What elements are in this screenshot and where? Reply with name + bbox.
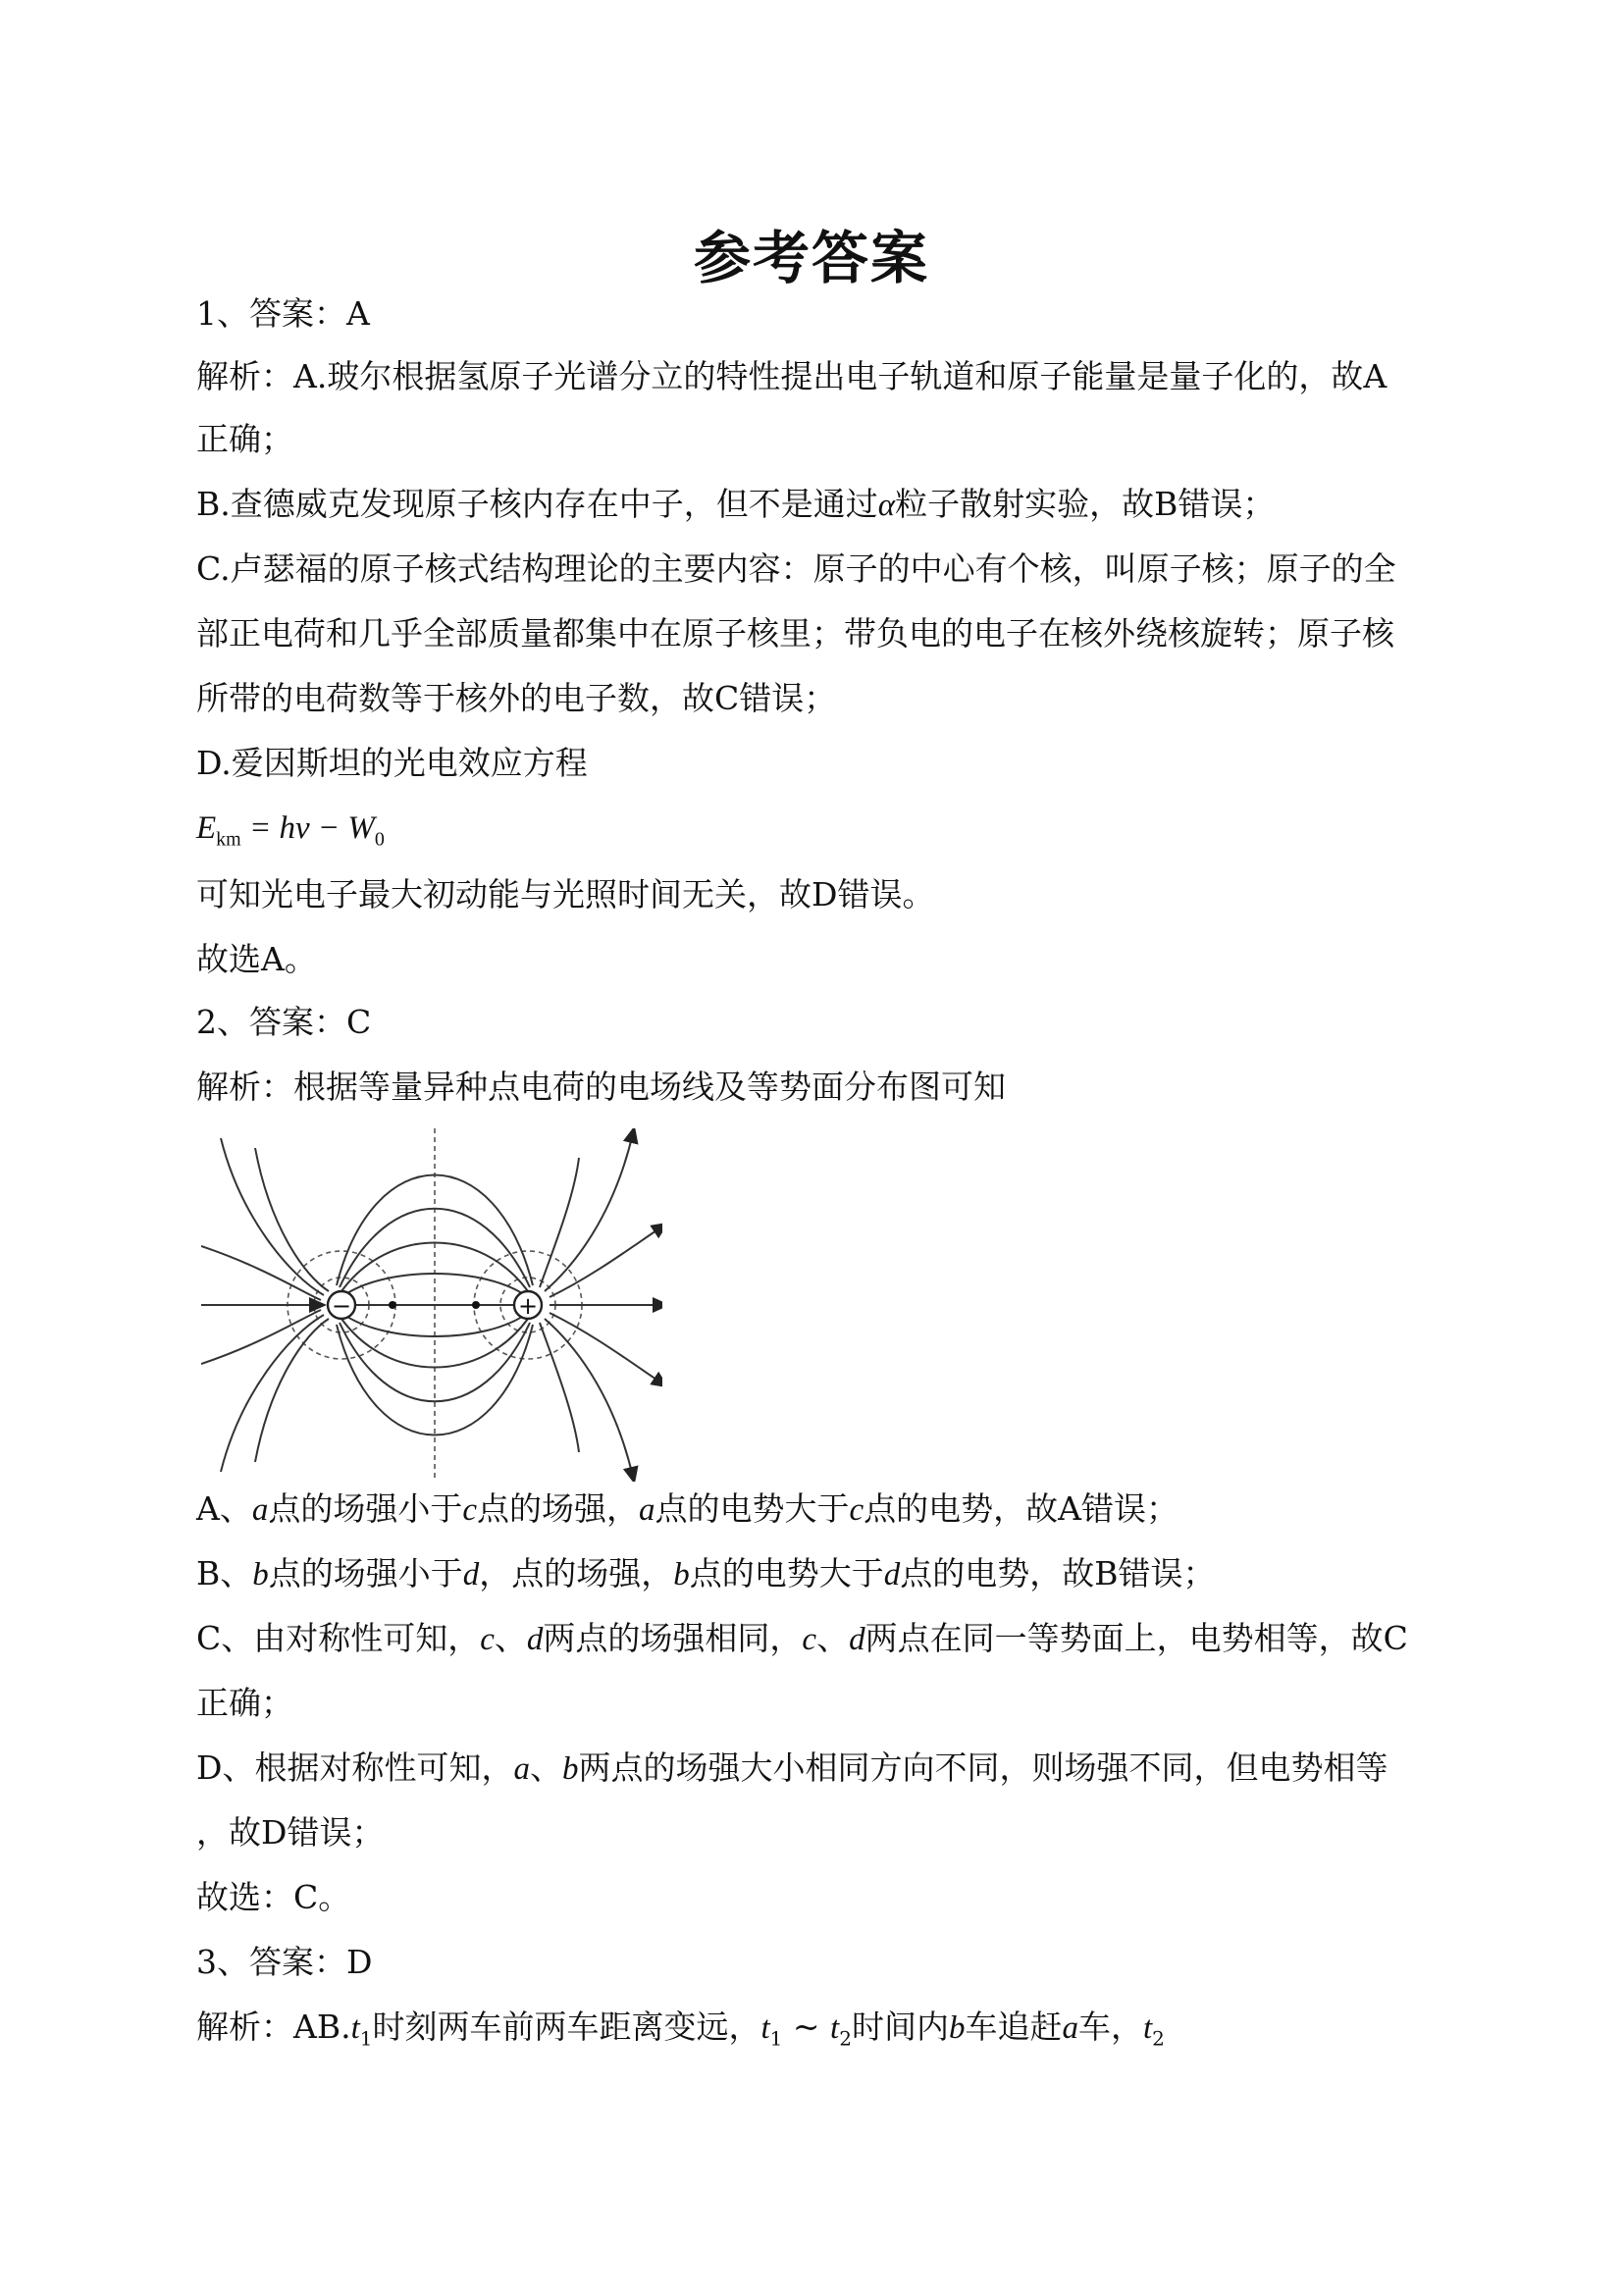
point-marker <box>389 1301 396 1309</box>
q2-option-c-cont: 正确； <box>196 1684 293 1722</box>
positive-charge-sign: + <box>517 1292 539 1320</box>
q1-analysis-line-1: 解析：A.玻尔根据氢原子光谱分立的特性提出电子轨道和原子能量是量子化的，故A <box>196 357 1387 395</box>
q3-analysis-line-1: 解析：$AB.t_1$时刻两车前两车距离变远，$t_1$ ~ $t_2$时间内b车追赶a车，$t_2$ <box>196 2008 1165 2051</box>
q1-selection: 故选A。 <box>196 940 317 978</box>
q1-analysis-line-7: D.爱因斯坦的光电效应方程 <box>196 744 588 782</box>
q1-analysis-line-8: 可知光电子最大初动能与光照时间无关，故D错误。 <box>196 875 935 913</box>
q2-option-d-cont: ，故D错误； <box>196 1813 385 1852</box>
q2-option-c: C、由对称性可知，c、d两点的场强相同，c、d两点在同一等势面上，电势相等，故C <box>196 1619 1408 1657</box>
page-title: 参考答案 <box>693 225 929 291</box>
negative-charge-sign: − <box>331 1292 352 1320</box>
q2-option-b: B、b点的场强小于d，点的场强，b点的电势大于d点的电势，故B错误； <box>196 1554 1216 1592</box>
q1-analysis-line-2: 正确； <box>196 420 293 458</box>
photoelectric-equation: $E_{km} = h\nu - W_0$ <box>196 810 385 851</box>
q1-analysis-line-5: 部正电荷和几乎全部质量都集中在原子核里；带负电的电子在核外绕核旋转；原子核 <box>196 614 1394 652</box>
q2-answer: 2、答案：C <box>196 1003 372 1041</box>
point-marker <box>472 1301 480 1309</box>
q2-option-a: A、a点的场强小于c点的场强，a点的电势大于c点的电势，故A错误； <box>196 1489 1178 1528</box>
q2-option-d: D、根据对称性可知，a、b两点的场强大小相同方向不同，则场强不同，但电势相等 <box>196 1748 1388 1787</box>
q2-selection: 故选：C。 <box>196 1878 351 1916</box>
q3-answer: 3、答案：D <box>196 1943 373 1981</box>
electric-field-diagram <box>201 1128 662 1482</box>
q1-analysis-line-6: 所带的电荷数等于核外的电子数，故C错误； <box>196 679 837 717</box>
q2-analysis-intro: 解析：根据等量异种点电荷的电场线及等势面分布图可知 <box>196 1068 1006 1106</box>
q1-analysis-line-3: B.查德威克发现原子核内存在中子，但不是通过α粒子散射实验，故B错误； <box>196 485 1276 523</box>
q1-answer: 1、答案：A <box>196 294 370 333</box>
q1-analysis-line-4: C.卢瑟福的原子核式结构理论的主要内容：原子的中心有个核，叫原子核；原子的全 <box>196 549 1396 588</box>
